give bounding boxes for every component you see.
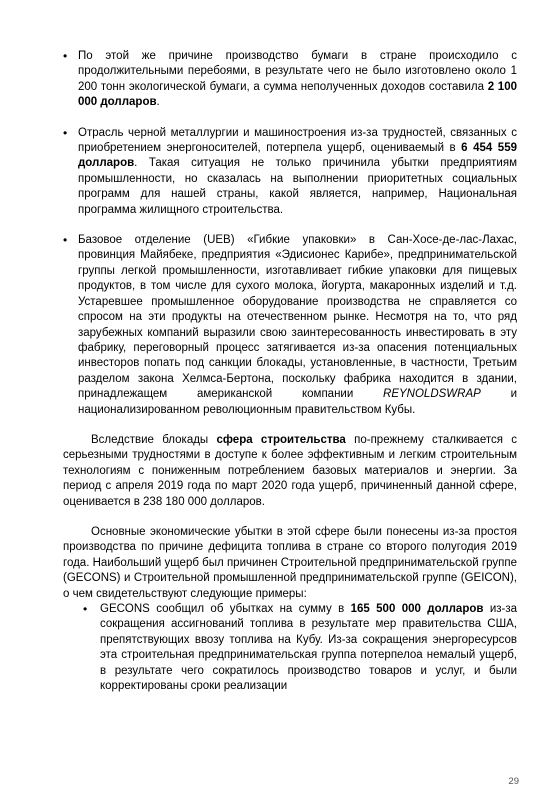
bullet-text-end: . Такая ситуация не только причинила убытки предприятиям промышленности, но сказалась на выполнении приоритетных социальных программ для нашей страны, какой является, например, Национальная программа жилищного строительства.: [78, 157, 517, 216]
sub-bullet-text-end: из-за сокращения ассигнований топлива в результате мер правительства США, препятствующих ввозу топлива на Кубу. Из-за сокращения энергоресурсов эта строительная предпринимательская группа потерпелоа немалый ущерб, в результате чего сократилось производство товаров и услуг, и были корректированы сроки реализации: [100, 603, 518, 693]
bullet-text: Базовое отделение (UEB) «Гибкие упаковки» в Сан-Хосе-де-лас-Лахас, провинция Майябеке, предприятия «Эдисионес Карибе», предпринимательской группы легкой промышленности, изготавливает гибкие упаковки для пищевых продуктов, в том числе для сухого молока, йогурта, макаронных изделий и т.д. Устаревшее промышленное оборудование производства не справляется со спросом на эти продукты на отечественном рынке. Несмотря на то, что ряд зарубежных компаний выразили свою заинтересованность инвестировать в эту фабрику, переговорный процесс затягивается из-за опасения потенциальных инвесторов попать под санкции блокады, установленные, в частности, Третьим разделом закона Хелмса-Бертона, поскольку фабрика находится в здании, принадлежащем американской компании: [78, 234, 517, 401]
bullet-icon: [83, 602, 87, 618]
para-bold-term: сфера строительства: [216, 433, 346, 446]
bullet-icon: [63, 233, 78, 249]
bullet-paper-production: [63, 49, 517, 111]
bullet-amount: 2 100 000 долларов: [78, 80, 517, 109]
bullet-metallurgy: [63, 126, 517, 218]
page-number: 29: [508, 776, 519, 787]
paragraph-economic-losses: [63, 525, 517, 602]
sub-bullet-amount: 165 500 000 долларов: [350, 603, 484, 615]
bullet-flexible-packaging: [63, 233, 517, 418]
para-text: Вследствие блокады: [91, 433, 217, 446]
bullet-text-end: и национализированном революционным правительством Кубы.: [78, 388, 517, 416]
bullet-text: Отрасль черной металлургии и машиностроения из-за трудностей, связанных с приобретением энергоносителей, потерпела ущерб, оцениваемый в: [78, 126, 517, 155]
bullet-amount: 6 454 559 долларов: [78, 142, 517, 170]
para-text-end: по-прежнему сталкивается с серьезными трудностями в доступе к более эффективным и легким строительным технологиям с пониженным потреблением базовых материалов и энергии. За период с апреля 2019 года по март 2020 года ущерб, причиненный данной сфере, оценивается в 238 180 000 долларов.: [63, 433, 518, 508]
examples-list: [63, 602, 517, 694]
page-content: [63, 49, 517, 694]
bullet-icon: [63, 126, 78, 142]
bullet-icon: [63, 49, 78, 65]
bullet-text: По этой же причине производство бумаги в стране происходило с продолжительными перебоями, в результате чего не было изготовлено около 1 200 тонн экологической бумаги, а сумма неполученных доходов составила: [78, 50, 517, 93]
para-text: Основные экономические убытки в этой сфере были понесены из-за простоя производства по причине дефицита топлива в стране со второго полугодия 2019 года. Наибольший ущерб был причинен Строительной предпринимательской группе (GECONS) и Строительной промышленной предпринимательской группе (GEICON), о чем свидетельствуют следующие примеры:: [63, 525, 517, 600]
company-name: REYNOLDSWRAP: [383, 388, 481, 401]
sub-bullet-text: GECONS сообщил об убытках на сумму в: [100, 603, 351, 615]
sub-bullet-gecons: [63, 602, 517, 694]
paragraph-construction: [63, 433, 517, 510]
bullet-text-end: .: [156, 96, 160, 109]
